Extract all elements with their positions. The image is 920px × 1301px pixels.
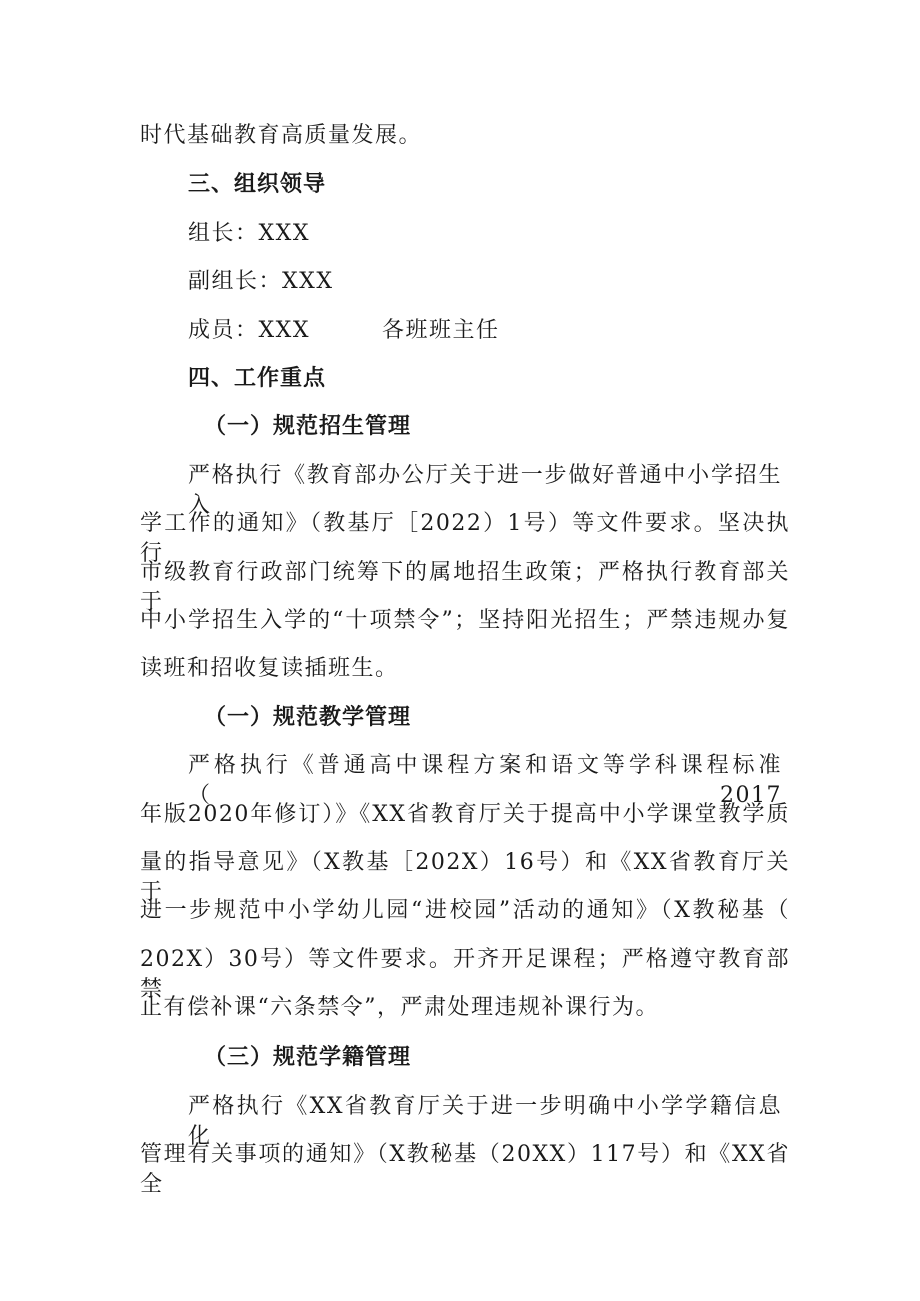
members-extra: 各班班主任 (382, 318, 500, 343)
intro-tail-text: 时代基础教育高质量发展。 (140, 123, 423, 148)
leader-line: 组长：XXX (188, 221, 310, 246)
paragraph-line: 量的指导意见》（X教基［202X）16号）和《XX省教育厅关于 (140, 850, 790, 905)
paragraph-line: 严格执行《XX省教育厅关于进一步明确中小学学籍信息化 (188, 1094, 782, 1149)
paragraph-line: 年版2020年修订）》《XX省教育厅关于提高中小学课堂教学质 (140, 802, 790, 827)
subsection-heading-enrollment: （三）规范学籍管理 (204, 1045, 412, 1070)
members-line (188, 316, 838, 346)
subsection-heading-admission: （一）规范招生管理 (204, 414, 412, 439)
paragraph-line: 读班和招收复读插班生。 (140, 656, 399, 681)
subsection-heading-teaching: （一）规范教学管理 (204, 705, 412, 730)
paragraph-line: 止有偿补课“六条禁令”，严肃处理违规补课行为。 (140, 995, 659, 1020)
paragraph-line: 202X）30号）等文件要求。开齐开足课程；严格遵守教育部禁 (140, 947, 790, 1002)
paragraph-line: 管理有关事项的通知》（X教秘基（20XX）117号）和《XX省全 (140, 1142, 790, 1197)
deputy-leader-line: 副组长：XXX (188, 269, 334, 294)
paragraph-line: 中小学招生入学的“十项禁令”；坚持阳光招生；严禁违规办复 (140, 608, 790, 633)
members-label: 成员：XXX (188, 318, 310, 343)
paragraph-line: 严格执行《普通高中课程方案和语文等学科课程标准（2017 (188, 753, 782, 808)
paragraph-line: 市级教育行政部门统筹下的属地招生政策；严格执行教育部关于 (140, 560, 790, 615)
section-heading-work-focus: 四、工作重点 (188, 366, 327, 391)
section-heading-organization: 三、组织领导 (188, 172, 327, 197)
paragraph-line: 严格执行《教育部办公厅关于进一步做好普通中小学招生入 (188, 463, 782, 518)
paragraph-line: 进一步规范中小学幼儿园“进校园”活动的通知》（X教秘基（ (140, 898, 790, 923)
paragraph-line: 学工作的通知》（教基厅［2022）1号）等文件要求。坚决执行 (140, 511, 790, 566)
